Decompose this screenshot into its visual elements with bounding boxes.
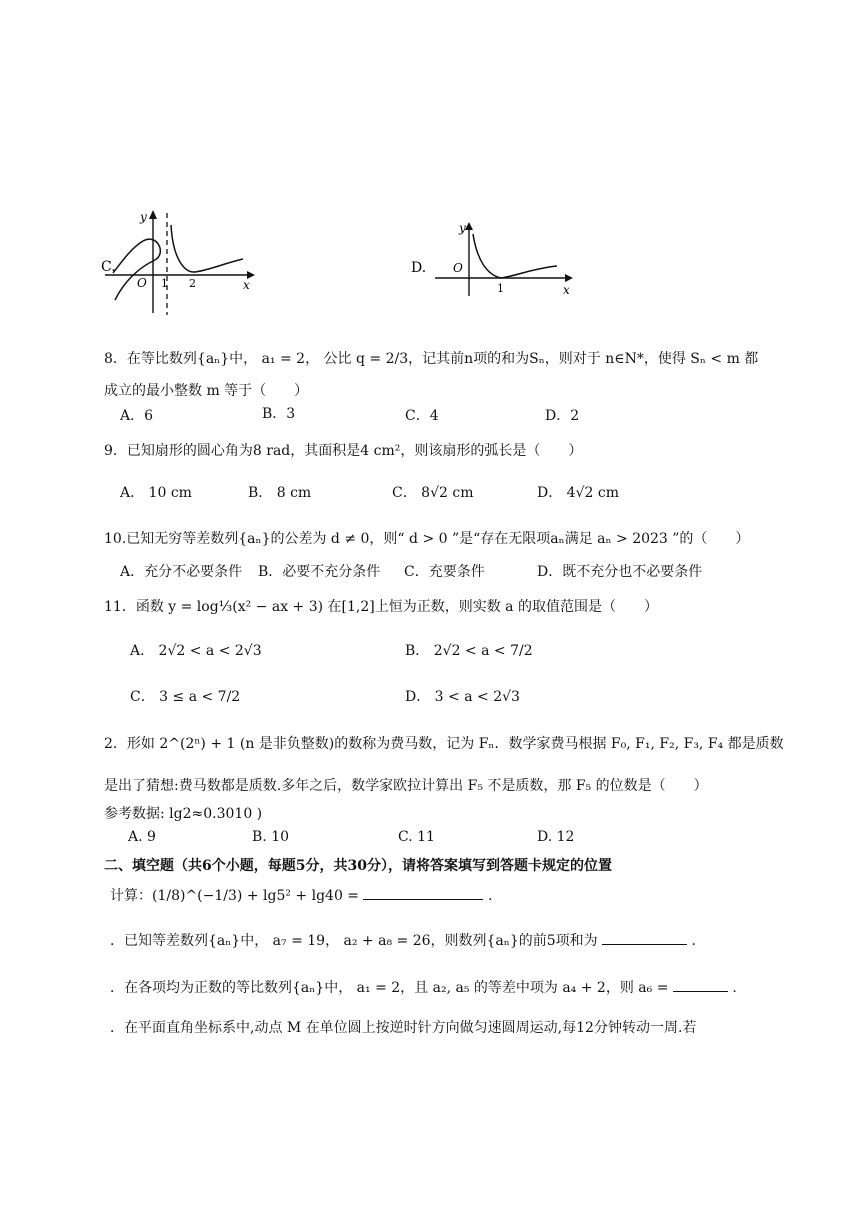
q12-stem-line2: 是出了猜想:费马数都是质数.多年之后，数学家欧拉计算出 F₅ 不是质数，那 F₅ 的位数是（ ）: [104, 778, 708, 794]
graph-c-tick-1: 1: [161, 277, 168, 290]
graph-c-y-label: y: [140, 210, 147, 224]
q12-option-a: A. 9: [128, 829, 156, 845]
graph-d-x-label: x: [563, 283, 570, 297]
graph-c: [95, 205, 265, 320]
section-fill-in-heading: 二、填空题（共6个小题，每题5分，共30分），请将答案填写到答题卡规定的位置: [104, 858, 612, 874]
q10-option-c: C．充要条件: [404, 564, 485, 580]
q12-option-b: B. 10: [252, 829, 290, 845]
q12-stem-line1: 2．形如 2^(2ⁿ) + 1 (n 是非负整数)的数称为费马数，记为 Fₙ．数学家费马根据 F₀, F₁, F₂, F₃, F₄ 都是质数: [104, 736, 784, 752]
q14-row: [110, 930, 696, 950]
q14-end: .: [691, 933, 696, 949]
q14-stem: ．已知等差数列{aₙ}中， a₇ = 19， a₂ + a₈ = 26，则数列{aₙ}的前5项和为: [110, 933, 598, 949]
q15-answer-blank[interactable]: [673, 977, 728, 992]
q12-reference-data: 参考数据: lg2≈0.3010 ): [104, 806, 263, 822]
q16-stem: ．在平面直角坐标系中,动点 M 在单位圆上按逆时针方向做匀速圆周运动,每12分钟转动一周.若: [110, 1020, 697, 1036]
q10-stem: 10.已知无穷等差数列{aₙ}的公差为 d ≠ 0，则“ d > 0 ”是“存在无限项aₙ满足 aₙ > 2023 ”的（ ）: [104, 531, 750, 547]
graph-d-tick-1: 1: [497, 282, 504, 295]
q11-option-b: B． 2√2 < a < 7/2: [405, 643, 533, 659]
graph-d-y-label: y: [459, 221, 466, 235]
graph-c-option-label: C.: [101, 259, 116, 275]
q10-option-d: D．既不充分也不必要条件: [537, 564, 703, 580]
graph-c-x-label: x: [243, 278, 250, 292]
q13-answer-blank[interactable]: [363, 885, 483, 900]
q10-option-b: B．必要不充分条件: [258, 564, 381, 580]
graph-d-origin-label: O: [453, 261, 463, 275]
graph-d: [405, 220, 585, 300]
q13-row: [110, 885, 492, 905]
q8-option-c: C．4: [405, 408, 439, 424]
q9-option-c: C． 8√2 cm: [392, 485, 474, 501]
q10-option-a: A．充分不必要条件: [120, 564, 243, 580]
q15-row: [110, 977, 737, 997]
q8-option-b: B．3: [262, 406, 296, 422]
q9-option-b: B． 8 cm: [248, 485, 312, 501]
q9-stem: 9．已知扇形的圆心角为8 rad，其面积是4 cm²，则该扇形的弧长是（ ）: [104, 443, 583, 459]
q11-option-d: D． 3 < a < 2√3: [405, 689, 520, 705]
q13-stem: 计算：(1/8)^(−1/3) + lg5² + lg40 =: [110, 888, 360, 904]
q8-stem-line1: 8．在等比数列{aₙ}中， a₁ = 2， 公比 q = 2/3，记其前n项的和为Sₙ，则对于 n∈N*，使得 Sₙ < m 都: [104, 351, 759, 367]
q15-end: .: [732, 980, 737, 996]
graph-c-origin-label: O: [137, 276, 147, 290]
graph-c-tick-2: 2: [189, 277, 196, 290]
q9-option-d: D． 4√2 cm: [537, 485, 619, 501]
q8-option-a: A．6: [120, 408, 154, 424]
q12-option-c: C. 11: [398, 829, 435, 845]
q15-stem: ．在各项均为正数的等比数列{aₙ}中， a₁ = 2，且 a₂, a₅ 的等差中项为 a₄ + 2，则 a₆ =: [110, 980, 669, 996]
q11-option-c: C． 3 ≤ a < 7/2: [130, 689, 241, 705]
q8-stem-line2: 成立的最小整数 m 等于（ ）: [104, 383, 309, 399]
q11-stem: 11．函数 y = log⅓(x² − ax + 3) 在[1,2]上恒为正数，则实数 a 的取值范围是（ ）: [104, 599, 658, 615]
graph-d-option-label: D.: [411, 260, 427, 276]
q11-option-a: A． 2√2 < a < 2√3: [130, 643, 262, 659]
q13-end: .: [487, 888, 493, 904]
q14-answer-blank[interactable]: [602, 930, 687, 945]
q8-option-d: D．2: [545, 408, 580, 424]
q9-option-a: A． 10 cm: [120, 485, 192, 501]
q12-option-d: D. 12: [537, 829, 575, 845]
